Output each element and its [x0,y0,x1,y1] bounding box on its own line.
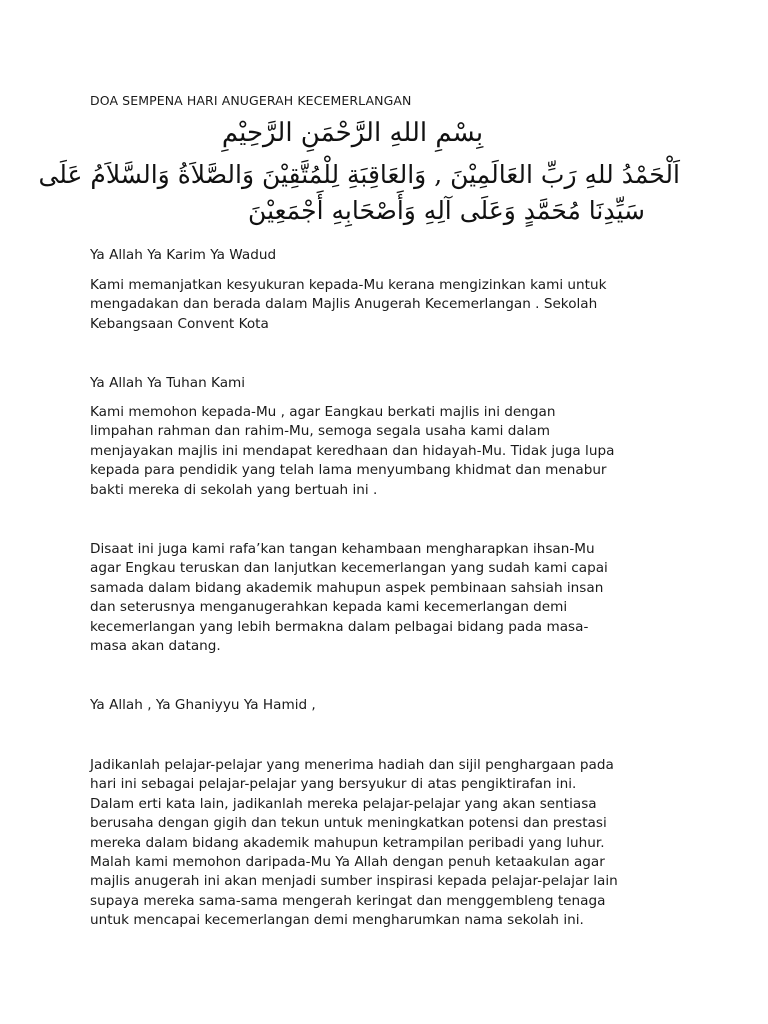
paragraph-hope: Disaat ini juga kami rafa’kan tangan kehambaan mengharapkan ihsan-Mu agar Engkau teruskan dan lanjutkan kecemerlangan yang sudah kami capai samada dalam bidang akademik mahupun aspek pembinaan sahsiah insan dan seterusnya menganugerahkan kepada kami kecemerlangan demi kecemerlangan yang lebih bermakna dalam pelbagai bidang pada masa- masa akan datang. [90,541,608,655]
document-title: DOA SEMPENA HARI ANUGERAH KECEMERLANGAN [90,93,412,108]
arabic-basmalah: بِسْمِ اللهِ الرَّحْمَنِ الرَّحِيْمِ [221,118,484,148]
arabic-line-2: سَيِّدِنَا مُحَمَّدٍ وَعَلَى آلِهِ وَأَصْحَابِهِ أَجْمَعِيْنَ [248,196,645,225]
arabic-line-1: اَلْحَمْدُ للهِ رَبِّ العَالَمِيْنَ , وَالعَاقِبَةِ لِلْمُتَّقِيْنَ وَالصَّلاَةُ وَالسَّلاَمُ عَلَى [38,160,680,189]
paragraph-invocation-2: Ya Allah Ya Tuhan Kami [90,375,246,391]
paragraph-invocation-3: Ya Allah , Ya Ghaniyyu Ya Hamid , [90,697,316,713]
paragraph-invocation-1: Ya Allah Ya Karim Ya Wadud [90,247,277,263]
paragraph-gratitude: Kami memanjatkan kesyukuran kepada-Mu kerana mengizinkan kami untuk mengadakan dan berada dalam Majlis Anugerah Kecemerlangan . Sekolah Kebangsaan Convent Kota [90,277,607,332]
paragraph-students: Jadikanlah pelajar-pelajar yang menerima hadiah dan sijil penghargaan pada hari ini sebagai pelajar-pelajar yang bersyukur di atas pengiktirafan ini. Dalam erti kata lain, jadikanlah mereka pelajar-pelajar yang akan sentiasa berusaha dengan gigih dan tekun untuk meningkatkan potensi dan prestasi mereka dalam bidang akademik mahupun ketrampilan peribadi yang luhur. Malah kami memohon daripada-Mu Ya Allah dengan penuh ketaakulan agar majlis anugerah ini akan menjadi sumber inspirasi kepada pelajar-pelajar lain supaya mereka sama-sama mengerah keringat dan menggembleng tenaga untuk mencapai kecemerlangan demi mengharumkan nama sekolah ini. [90,757,618,929]
paragraph-blessing: Kami memohon kepada-Mu , agar Eangkau berkati majlis ini dengan limpahan rahman dan rahim-Mu, semoga segala usaha kami dalam menjayakan majlis ini mendapat keredhaan dan hidayah-Mu. Tidak juga lupa kepada para pendidik yang telah lama menyumbang khidmat dan menabur bakti mereka di sekolah yang bertuah ini . [90,404,615,498]
